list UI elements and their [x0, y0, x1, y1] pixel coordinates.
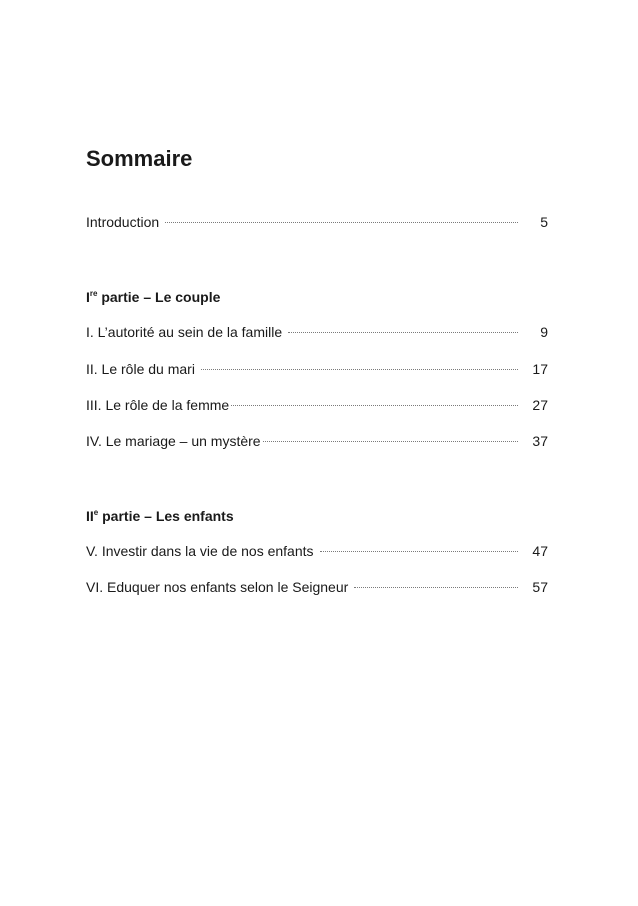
toc-entry-label: VI. Eduquer nos enfants selon le Seigneur — [86, 579, 349, 595]
toc-entry-page: 5 — [540, 214, 548, 230]
toc-entry-chapter-3[interactable] — [86, 395, 548, 415]
toc-entry-label: V. Investir dans la vie de nos enfants — [86, 543, 314, 559]
section-heading-part2 — [86, 506, 234, 526]
toc-entry-label: IV. Le mariage – un mystère — [86, 433, 261, 449]
toc-entry-page: 47 — [532, 543, 548, 559]
toc-entry-label: Introduction — [86, 214, 160, 230]
toc-entry-label: II. Le rôle du mari — [86, 361, 195, 377]
page-title: Sommaire — [86, 146, 193, 171]
toc-entry-chapter-2[interactable] — [86, 359, 548, 379]
dot-leader — [354, 587, 518, 588]
toc-entry-page: 17 — [532, 361, 548, 377]
part-roman: II — [86, 508, 94, 524]
dot-leader — [263, 441, 518, 442]
part-ordinal: e — [93, 508, 99, 517]
dot-leader — [320, 551, 518, 552]
toc-entry-page: 9 — [540, 324, 548, 340]
section-heading-part1 — [86, 287, 220, 307]
dot-leader — [165, 222, 518, 223]
toc-entry-page: 27 — [532, 397, 548, 413]
toc-entry-chapter-5[interactable] — [86, 541, 548, 561]
part-title: partie – Le couple — [97, 289, 221, 305]
toc-entry-chapter-6[interactable] — [86, 577, 548, 597]
dot-leader — [231, 405, 518, 406]
dot-leader — [201, 369, 518, 370]
toc-entry-chapter-4[interactable] — [86, 431, 548, 451]
toc-entry-label: I. L’autorité au sein de la famille — [86, 324, 283, 340]
toc-entry-label: III. Le rôle de la femme — [86, 397, 230, 413]
toc-entry-page: 37 — [532, 433, 548, 449]
part-ordinal: re — [89, 289, 98, 298]
part-title: partie – Les enfants — [98, 508, 234, 524]
part-roman: I — [86, 289, 90, 305]
toc-entry-chapter-1[interactable] — [86, 322, 548, 342]
dot-leader — [288, 332, 518, 333]
toc-entry-page: 57 — [532, 579, 548, 595]
toc-entry-introduction[interactable] — [86, 212, 548, 232]
